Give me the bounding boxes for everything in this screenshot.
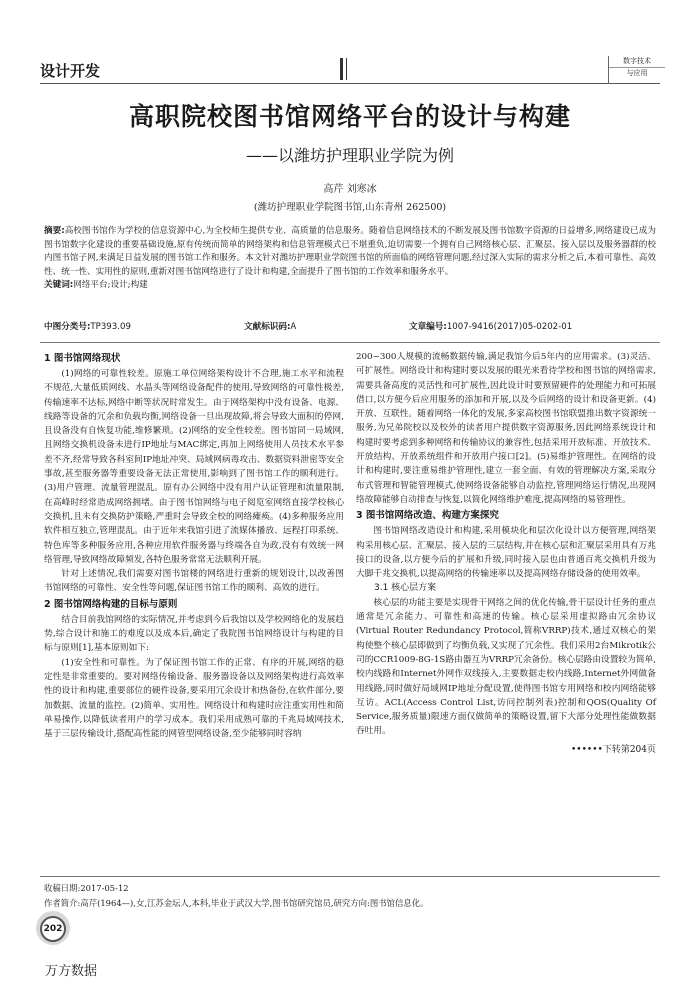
right-column bbox=[356, 350, 656, 757]
clc-value: TP393.09 bbox=[90, 322, 131, 332]
page-number: 202 bbox=[40, 916, 66, 942]
keywords-text: 网络平台;设计;构建 bbox=[73, 280, 148, 291]
paragraph: 图书馆网络改造设计和构建,采用模块化和层次化设计以方便管理,网络架构采用核心层、汇聚层、接入层的三层结构,并在核心层和汇聚层采用具有万兆接口的设备,以方便今后的扩展和升级,同时接入层也由普通百兆交换机升级为大脚千兆交换机,以提高网络的传输速率以及提高网络存储设备的使用效率。 bbox=[356, 526, 656, 580]
authors: 高芹 刘寒冰 bbox=[323, 184, 377, 195]
abstract bbox=[44, 225, 656, 293]
affiliation: (潍坊护理职业学院图书馆,山东青州 262500) bbox=[253, 202, 447, 213]
abstract-label: 摘要: bbox=[44, 226, 65, 236]
article-title: 高职院校图书馆网络平台的设计与构建 bbox=[128, 102, 571, 131]
abstract-separator bbox=[40, 342, 660, 343]
article-no-label: 文章编号: bbox=[409, 322, 447, 332]
doc-code-value: A bbox=[290, 322, 297, 332]
left-column bbox=[44, 350, 344, 741]
journal-logo bbox=[608, 56, 665, 84]
journal-logo-bottom: 与应用 bbox=[626, 69, 648, 77]
paragraph: 200~300人规模的流畅数据传输,满足我馆今后5年内的应用需求。(3)灵活、可扩展性。网络设计和构建时要以发展的眼光来看待学校和图书馆的网络需求,需要具备高度的灵活性和可扩展性,因此设计时要预留硬件的处理能力和可拓展借口,以方便今后应用服务的添加和开展,以及今后网络的设计和设备更新。(4)开放、互联性。随着网络一体化的发展,多家高校图书馆联盟推出数字资源统一服务,为兄弟院校以及校外的读者用户提供数字资源服务,因此网络系统设计和构建时要考虑到多种网络和传输协议的兼容性,包括采用开放标准、开放技术、开放结构、开放系统组件和开放用户接口[2]。(5)易维护管理性。在网络的设计和构建时,要注重易维护管理性,建立一套全面、有效的管理解决方案,采取分布式管理和智能管理模式,使网络设备能够自动监控,管理网络运行情况,出现网络故障能够自动排查与恢复,以简化网络维护难度,提高网络的易管理性。 bbox=[356, 352, 656, 505]
received-date: 收稿日期:2017-05-12 bbox=[44, 883, 129, 893]
footnote-rule bbox=[40, 876, 660, 877]
paragraph: 结合目前我馆网络的实际情况,并考虑到今后我馆以及学校网络化的发展趋势,综合设计和施工的难度以及成本后,确定了我院图书馆网络设计与构建的目标与原则[1],基本原则如下: bbox=[44, 614, 344, 654]
heading-3-1: 3.1 核心层方案 bbox=[374, 583, 437, 594]
paragraph: (1)网络的可靠性较差。原施工单位网络架构设计不合理,施工水平和流程不规范,大量低质网线、水晶头等网络设备配件的使用,导致网络的可靠性极差,传输速率不达标,网络中断等状况时常发生。由于网络架构中没有设备、电源、线路等设备的冗余和负载均衡,网络设备一旦出现故障,将会导致大面积的停网,且设备没有自恢复功能,维修繁琐。(2)网络的安全性较差。图书馆同一局域网,且网络交换机设备未进行IP地址与MAC绑定,再加上网络使用人员技术水平参差不齐,经常导致各科室间IP地址冲突、局域网病毒攻击、数据资料泄密等安全事故,甚至服务器等重要设备无法正常使用,影响到了图书馆工作的顺利进行。(3)用户管理、流量管理混乱。原有办公网络中没有用户认证管理和流量限制,在高峰时经常造成网络拥堵。由于图书馆网络与电子阅览室网络直接学校核心交换机,且未有交换防护策略,严重时会导致全校的网络瘫痪。(4)多种服务应用软件相互独立,管理混乱。由于近年来我馆引进了流媒体播放、远程打印系统、特色库等多种服务应用,各种应用软件服务器与终端各自为政,没有有效统一网络管理,导致网络故障频发,各特色服务常常无法顺利开展。 bbox=[44, 369, 344, 565]
paragraph: (1)安全性和可靠性。为了保证图书馆工作的正常、有序的开展,网络的稳定性是非常重要的。要对网络传输设备、服务器设备以及网络架构进行高效率性的设计和构建,重要部位的硬件设备,要采用冗余设计和热备份,在软件部分,要加数据、流量的监控。(2)简单、实用性。网络设计和构建时应注重实用性和简单易操作,以降低读者用户的学习成本。我们采用成熟可靠的千兆局域网技术,基于三层传输设计,搭配高性能的网管型网络设备,至少能够同时容纳 bbox=[44, 657, 344, 740]
continued-notice: ••••••下转第204页 bbox=[570, 744, 656, 755]
header-divider-bar bbox=[340, 58, 343, 80]
article-subtitle: ——以潍坊护理职业学院为例 bbox=[245, 146, 454, 165]
article-no-value: 1007-9416(2017)05-0202-01 bbox=[446, 322, 573, 332]
header-rule bbox=[40, 83, 660, 84]
author-bio: 作者简介:高芹(1964—),女,江苏金坛人,本科,毕业于武汉大学,图书馆研究馆员,研究方向:图书馆信息化。 bbox=[44, 898, 429, 908]
heading-3: 3 图书馆网络改造、构建方案探究 bbox=[356, 510, 499, 522]
paragraph: 核心层的功能主要是实现骨干网络之间的优化传输,骨干层设计任务的重点通常是冗余能力、可靠性和高速的传输。核心层采用虚拟路由冗余协议(Virtual Router Redundancy Protocol,简称VRRP)技术,通过双核心的架构使整个核心层即做到了均衡负载,又实现了冗余性。我们采用2台Mikrotik公司的CCR1009-8G-1S路由器互为VRRP冗余备份。核心层路由设置较为简单,校内线路和Internet外网作双线接入,主要数据走校内线路,Internet外网做备用线路,同时做好局域网IP地址分配设置,使得图书馆专用网络和校内网络能够互访。ACL(Access Control List,访问控制列表)控制和QOS(Quality Of Service,服务质量)限速方面仅做简单的策略设置,留下大部分处理性能做数据吞吐用。 bbox=[356, 597, 656, 737]
keywords-label: 关键词: bbox=[44, 280, 74, 291]
watermark: 万方数据 bbox=[45, 964, 98, 979]
doc-code-label: 文献标识码: bbox=[244, 322, 291, 332]
heading-1: 1 图书馆网络现状 bbox=[44, 353, 121, 364]
clc-label: 中图分类号: bbox=[44, 322, 91, 332]
section-header: 设计开发 bbox=[40, 62, 101, 80]
header-divider-thin bbox=[346, 58, 347, 80]
abstract-text: 高校图书馆作为学校的信息资源中心,为全校师生提供专业、高质量的信息服务。随着信息网络技术的不断发展及图书馆数字资源的日益增多,网络建设已成为图书馆数字化建设的重要基础设施,原有传统而简单的网络架构和信息管理模式已不堪重负,迫切需要一个拥有自己网络核心层、汇聚层、接入层以及服务器群的校内图书馆子网,来满足日益发展的图书馆工作和服务。本文针对潍坊护理职业学院图书馆的所面临的网络管理问题,经过深入实际的需求分析之后,本着可靠性、高效性、统一性、实用性的原则,重新对图书馆网络进行了设计和构建,全面提升了图书馆的工作效率和服务水平。 bbox=[44, 226, 657, 277]
paragraph: 针对上述情况,我们需要对图书馆楼的网络进行重新的规划设计,以改善图书馆网络的可靠性、安全性等问题,保证图书馆工作的顺利、高效的进行。 bbox=[44, 569, 344, 594]
heading-2: 2 图书馆网络构建的目标与原则 bbox=[44, 598, 178, 610]
journal-logo-top: 数字技术 bbox=[609, 56, 665, 68]
